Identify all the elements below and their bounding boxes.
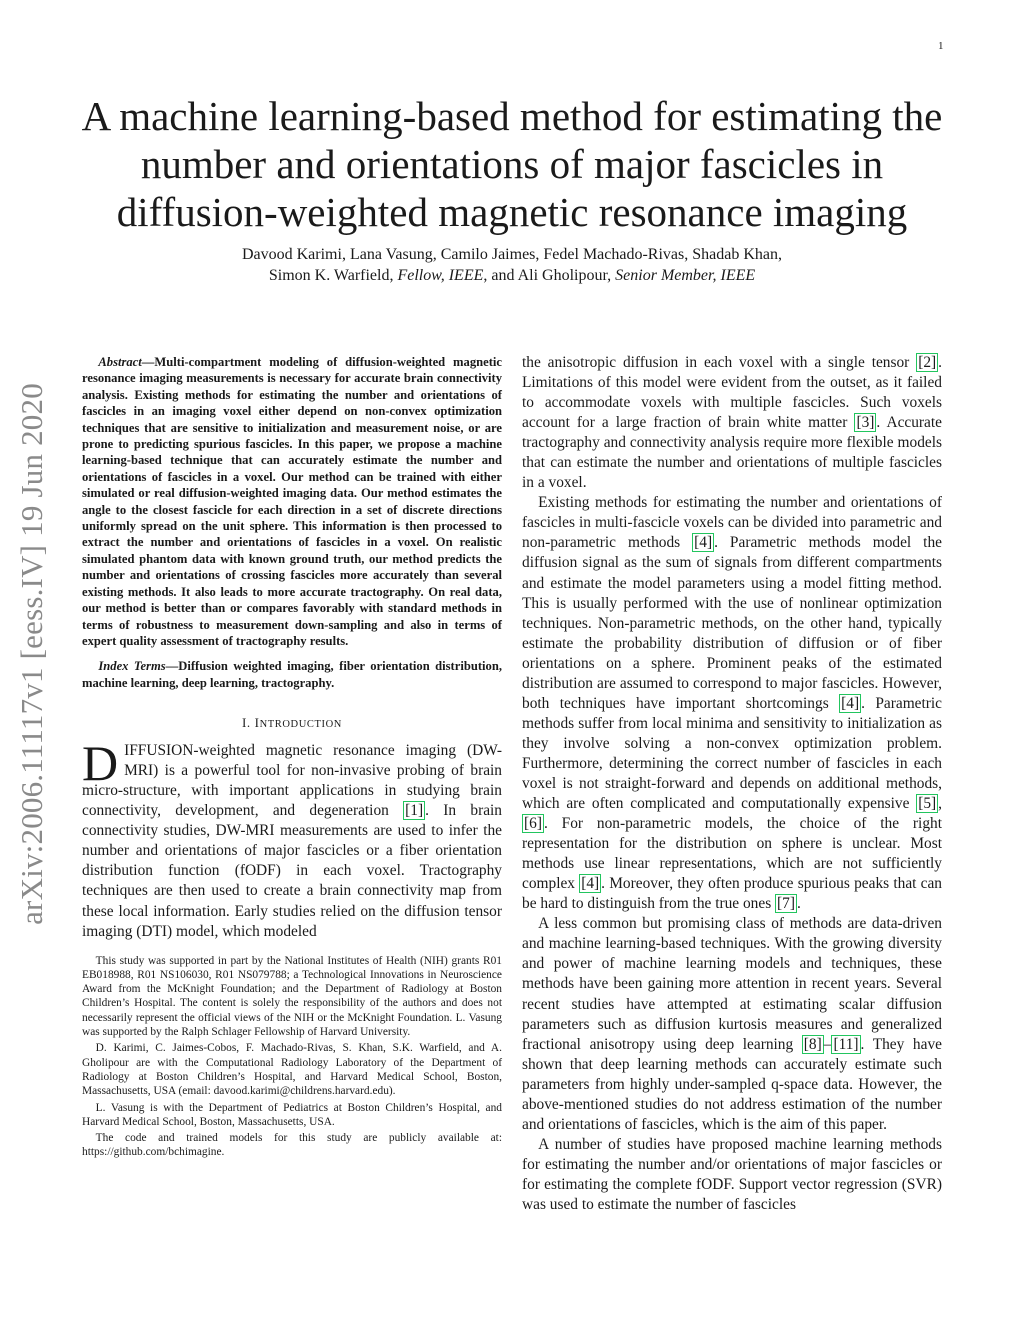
intro-text-2: . In brain connectivity studies, DW-MRI measurements are used to infer the number and orientations of major fascicles or a fiber orientation distribution function (fODF) in each voxel. Tractography techniques are then used to create a brain connectivity map from these local information. Early studies relied on the diffusion tensor imaging (DTI) model, which modeled (82, 802, 502, 940)
citation-link[interactable]: [8] (803, 1035, 822, 1053)
intro-paragraph-1 (82, 735, 502, 941)
section-numeral: I. (241, 715, 255, 731)
text-run: . Limitations of this model were evident from the outset, as it failed to accommodate voxels with multiple fascicles. Such voxels account for a large fraction of brain white matter (522, 354, 942, 432)
text-run: A less common but promising class of methods are data-driven and machine learning-based techniques. With the growing diversity and power of machine learning models and techniques, these methods have been gaining more attention in recent years. Several recent studies have attempted at estimating scalar diffusion parameters such as diffusion kurtosis measures and generalized fractional anisotropy using deep learning (522, 915, 942, 1053)
text-run: – (823, 1035, 832, 1053)
index-terms-dash: — (165, 659, 179, 674)
text-run: the anisotropic diffusion in each voxel with a single tensor (522, 354, 917, 371)
author-names-a: Simon K. Warfield, (268, 267, 398, 284)
citation-link[interactable]: [4] (581, 875, 600, 893)
text-run: . Moreover, they often produce spurious peaks that can be hard to distinguish from the true ones (522, 875, 943, 913)
citation-link[interactable]: [5] (918, 795, 937, 813)
author-line-2 (60, 265, 964, 286)
citation-link[interactable]: [3] (856, 414, 875, 432)
index-terms (82, 658, 502, 691)
author-list (60, 244, 964, 286)
citation-link[interactable]: [4] (694, 534, 713, 552)
index-terms-lead: Index Terms (98, 659, 166, 674)
footnote-code: The code and trained models for this study are publicly available at: https://github.com/bchimagine. (82, 1132, 502, 1159)
author-names-b: , and Ali Gholipour, (483, 267, 616, 284)
citation-link[interactable]: [2] (918, 354, 937, 371)
citation-link[interactable]: [11] (833, 1035, 859, 1053)
right-column (522, 353, 942, 1215)
author-line-1: Davood Karimi, Lana Vasung, Camilo Jaimes, Fedel Machado-Rivas, Shadab Khan, (241, 246, 783, 263)
paper-title: A machine learning-based method for estimating the number and orientations of major fascicles in diffusion-weighted magnetic resonance imaging (81, 93, 943, 235)
text-run: . For non-parametric models, the choice of the right representation for the distribution on sphere is unclear. Most methods use linear representations, which are not sufficiently complex (522, 815, 942, 893)
arxiv-stamp: arXiv:2006.11117v1 [eess.IV] 19 Jun 2020 (14, 383, 49, 925)
right-paragraph-3 (522, 914, 942, 1135)
abstract-text: Multi-compartment modeling of diffusion-weighted magnetic resonance imaging measurements is necessary for accurate brain connectivity analysis. Existing methods for estimating the number and orientations of fascicles in an imaging voxel either depend on non-convex optimization techniques that are sensitive to initialization and measurement noise, or are prone to predicting spurious fascicles. In this paper, we propose a machine learning-based technique that can accurately estimate the number and orientations of fascicles in a voxel. Our method can be trained with either simulated or real diffusion-weighted imaging data. Our method estimates the angle to the closest fascicle for each direction in a set of discrete directions uniformly spread on the unit sphere. This information is then processed to extract the number and orientations of fascicles in a voxel. On realistic simulated phantom data with known ground truth, our method predicts the number and orientations of crossing fascicles more accurately than several existing methods. It also leads to more accurate tractography. On real data, our method is better than or compares favorably with standard methods in terms of robustness to measurement down-sampling and also in terms of expert quality assessment of tractography results. (82, 355, 502, 648)
citation-link[interactable]: [7] (777, 895, 795, 913)
author-role-fellow: Fellow, IEEE (397, 267, 484, 284)
right-paragraph-4 (522, 1135, 942, 1215)
abstract-lead: Abstract (98, 355, 142, 369)
index-terms-text: Diffusion weighted imaging, fiber orientation distribution, machine learning, deep learning, tractography. (82, 659, 502, 690)
author-role-senior: Senior Member, IEEE (615, 267, 756, 284)
citation-link[interactable]: [4] (841, 694, 860, 712)
footnote-affiliation-2: L. Vasung is with the Department of Pediatrics at Boston Children’s Hospital, and Harvard Medical School, Boston, Massachusetts, USA. (82, 1101, 502, 1128)
footnote-affiliation-1: D. Karimi, C. Jaimes-Cobos, F. Machado-Rivas, S. Khan, S.K. Warfield, and A. Gholipour are with the Computational Radiology Laboratory of the Department of Radiology at Boston Children’s Hospital, and Harvard Medical School, Boston, Massachusetts, USA (email: davood.karimi@childrens.harvard.edu). (82, 1042, 502, 1098)
abstract (82, 354, 502, 649)
text-run: . Parametric methods suffer from local minima and sensitivity to initialization as they involve solving a non-convex optimization problem. Furthermore, determining the correct number of fascicles in each voxel is not straight-forward and depends on additional methods, which are often complicated and computationally expensive (522, 694, 943, 813)
text-run: . They have shown that deep learning methods can accurately estimate such parameters from highly under-sampled q-space data. However, the above-mentioned studies do not address estimation of the number and orientations of fascicles, which is the aim of this paper. (522, 1035, 942, 1133)
drop-cap: D (82, 735, 119, 792)
right-paragraph-2 (522, 493, 942, 914)
intro-text-1: IFFUSION-weighted magnetic resonance imaging (DW-MRI) is a powerful tool for non-invasive probing of brain micro-structure, with important applications in studying brain connectivity, development, and degeneration (82, 742, 502, 820)
section-rest: NTRODUCTION (259, 719, 342, 731)
abstract-dash: — (141, 355, 155, 369)
text-run: . Accurate tractography and connectivity analysis require more flexible models that can estimate the number and orientations of multiple fascicles in a voxel. (522, 414, 942, 492)
text-run: A number of studies have proposed machine learning methods for estimating the number and/or orientations of major fascicles or for estimating the complete fODF. Support vector regression (SVR) was used to estimate the number of fascicles (522, 1135, 942, 1213)
page-number: 1 (938, 40, 944, 52)
text-run: , (938, 795, 942, 813)
citation-link[interactable]: [6] (524, 815, 542, 833)
footnote-funding: This study was supported in part by the National Institutes of Health (NIH) grants R01 EB018988, R01 NS106030, R01 NS079788; a Technological Innovations in Neuroscience Award from the McKnight Foundation; and the Department of Radiology at Boston Children’s Hospital. The content is solely the responsibility of the authors and does not necessarily represent the official views of the NIH or the McKnight Foundation. L. Vasung was supported by the Ralph Schlager Fellowship of Harvard University. (82, 954, 502, 1039)
left-column (82, 354, 502, 1162)
section-heading-introduction (82, 715, 502, 731)
footnotes (82, 954, 502, 1160)
right-paragraph-1 (522, 353, 942, 493)
text-run: Existing methods for estimating the number and orientations of fascicles in multi-fascicle voxels can be divided into parametric and non-parametric methods (522, 494, 942, 552)
section-initial: I (254, 715, 260, 731)
text-run: . Parametric methods model the diffusion signal as the sum of signals from different compartments and estimate the model parameters using a model fitting method. This is usually performed with the use of nonlinear optimization techniques. Non-parametric methods, on the other hand, typically estimate the probability distribution of diffusion or of fiber orientations on a sphere. Prominent peaks of the estimated distribution are assumed to correspond to major fascicles. However, both techniques have important shortcomings (522, 534, 942, 712)
text-run: . (797, 895, 801, 913)
citation-link[interactable]: [1] (405, 802, 424, 820)
